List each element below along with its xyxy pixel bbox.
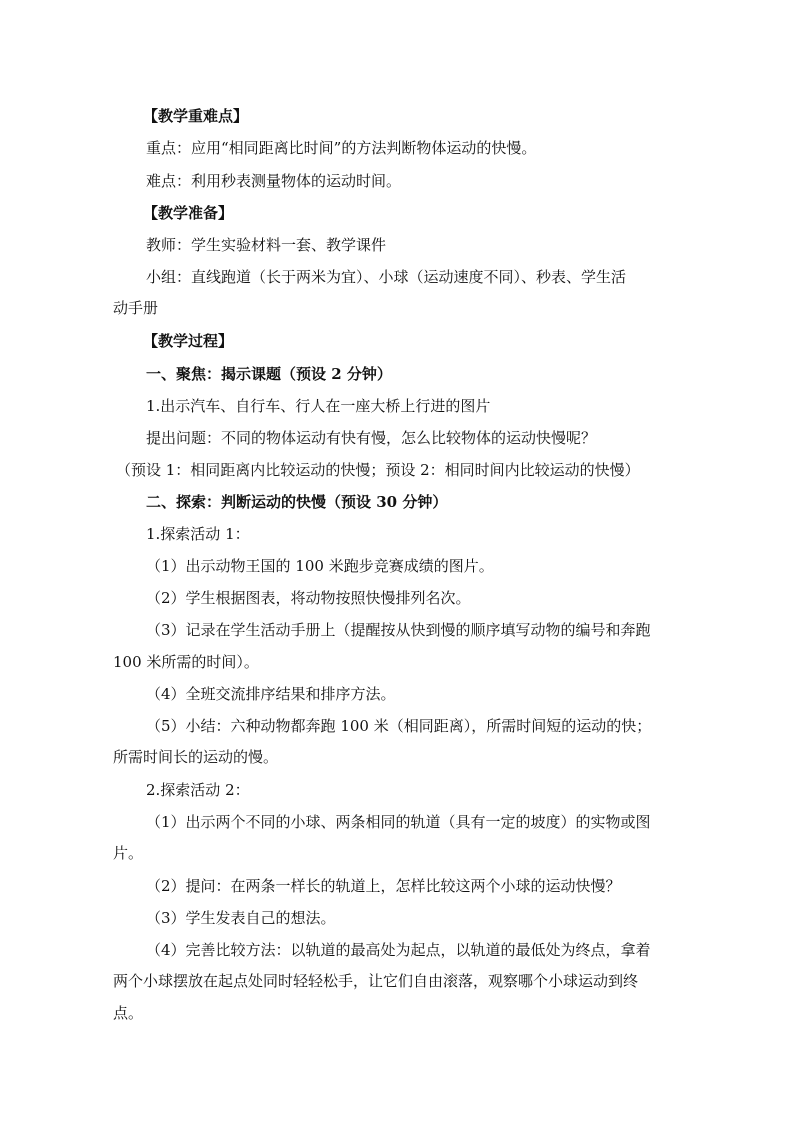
difficult-point-text: 难点：利用秒表测量物体的运动时间。 [146,172,402,190]
section-heading-process: 【教学过程】 [143,332,234,350]
list-item: （2）提问：在两条一样长的轨道上，怎样比较这两个小球的运动快慢？ [146,877,621,895]
list-item: （4）全班交流排序结果和排序方法。 [146,685,396,703]
part-two-heading: 二、探索：判断运动的快慢（预设 30 分钟） [146,493,448,511]
group-materials-text: 小组：直线跑道（长于两米为宜）、小球（运动速度不同）、秒表、学生活 [146,268,627,286]
list-item: （1）出示动物王国的 100 米跑步竞赛成绩的图片。 [146,557,494,575]
list-item: （2）学生根据图表，将动物按照快慢排列名次。 [146,589,471,607]
list-item-cont: 片。 [113,844,144,862]
preset-answers-text: （预设 1：相同距离内比较运动的快慢；预设 2：相同时间内比较运动的快慢） [116,461,640,479]
list-item-cont: 点。 [113,1004,144,1022]
list-item: （1）出示两个不同的小球、两条相同的轨道（具有一定的坡度）的实物或图 [146,813,651,831]
list-item-cont: 100 米所需的时间）。 [113,653,259,671]
list-item: （3）记录在学生活动手册上（提醒按从快到慢的顺序填写动物的编号和奔跑 [146,621,651,639]
section-heading-key-difficult-points: 【教学重难点】 [143,107,249,125]
list-item: （4）完善比较方法：以轨道的最高处为起点，以轨道的最低处为终点，拿着 [146,941,651,959]
list-item-cont: 所需时间长的运动的慢。 [113,748,279,766]
group-materials-text-cont: 动手册 [113,299,159,317]
question-text: 提出问题：不同的物体运动有快有慢，怎么比较物体的运动快慢呢？ [146,429,597,447]
list-item: （5）小结：六种动物都奔跑 100 米（相同距离），所需时间短的运动的快； [146,717,652,735]
list-item: 1.出示汽车、自行车、行人在一座大桥上行进的图片 [146,397,491,415]
teacher-materials-text: 教师：学生实验材料一套、教学课件 [146,236,387,254]
list-item: （3）学生发表自己的想法。 [146,909,336,927]
section-heading-preparation: 【教学准备】 [143,204,234,222]
list-item-cont: 两个小球摆放在起点处同时轻轻松手，让它们自由滚落，观察哪个小球运动到终 [113,972,639,990]
part-one-heading: 一、聚焦：揭示课题（预设 2 分钟） [146,365,392,383]
key-point-text: 重点：应用“相同距离比时间”的方法判断物体运动的快慢。 [146,139,537,157]
activity-one-heading: 1.探索活动 1： [146,525,250,543]
activity-two-heading: 2.探索活动 2： [146,781,250,799]
